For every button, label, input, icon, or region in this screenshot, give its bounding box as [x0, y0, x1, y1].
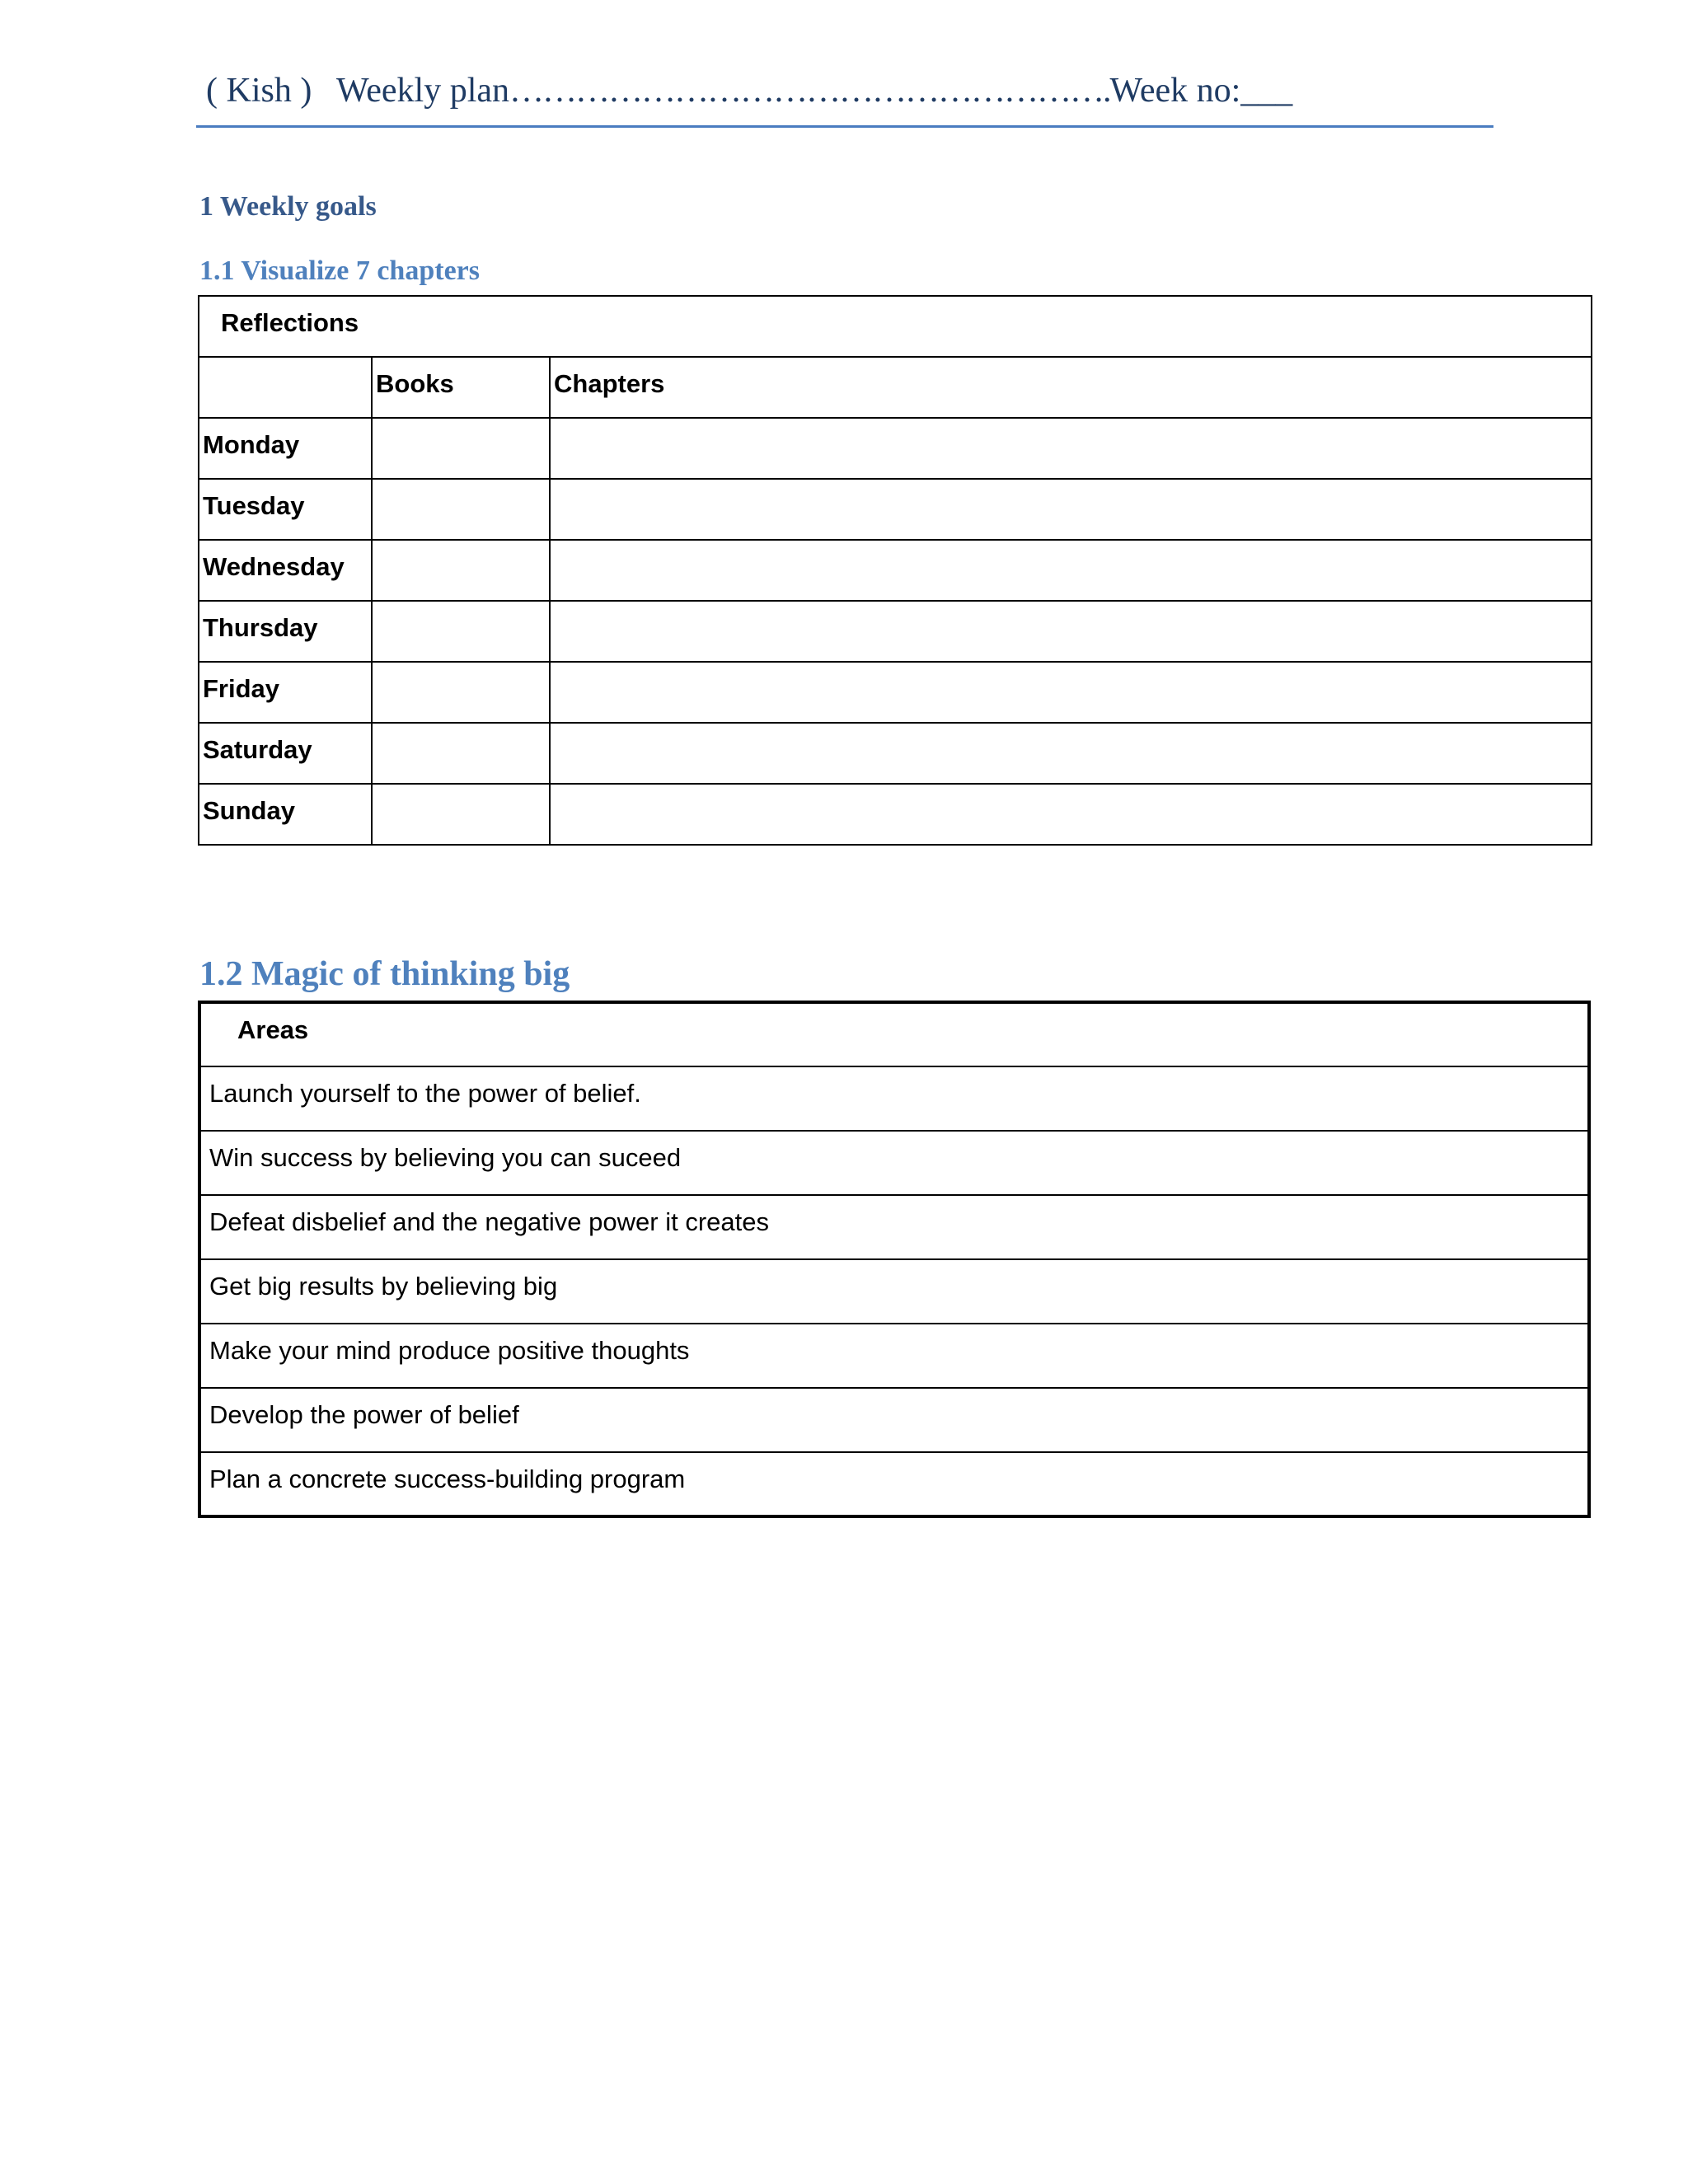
day-label: Monday [199, 418, 372, 479]
table-row [199, 723, 1592, 784]
table-row [199, 1195, 1589, 1259]
chapters-cell[interactable] [550, 662, 1592, 723]
section-heading-visualize-chapters: 1.1 Visualize 7 chapters [199, 255, 480, 286]
table-row [199, 784, 1592, 845]
books-cell[interactable] [372, 601, 550, 662]
area-item: Win success by believing you can suceed [199, 1131, 1589, 1195]
column-header-chapters: Chapters [550, 357, 1592, 418]
books-cell[interactable] [372, 479, 550, 540]
column-header-blank [199, 357, 372, 418]
area-item: Get big results by believing big [199, 1259, 1589, 1324]
column-header-books: Books [372, 357, 550, 418]
day-label: Saturday [199, 723, 372, 784]
day-label: Friday [199, 662, 372, 723]
table-row [199, 540, 1592, 601]
chapters-cell[interactable] [550, 723, 1592, 784]
table-title: Areas [199, 1002, 1589, 1066]
chapters-cell[interactable] [550, 784, 1592, 845]
section-heading-weekly-goals: 1 Weekly goals [199, 191, 377, 222]
day-label: Tuesday [199, 479, 372, 540]
table-row [199, 601, 1592, 662]
header-dots: ………………………………………………. [509, 72, 1110, 110]
chapters-cell[interactable] [550, 601, 1592, 662]
chapters-cell[interactable] [550, 540, 1592, 601]
area-item: Make your mind produce positive thoughts [199, 1324, 1589, 1388]
chapters-cell[interactable] [550, 479, 1592, 540]
area-item: Plan a concrete success-building program [199, 1452, 1589, 1516]
table-row [199, 1324, 1589, 1388]
page-header [196, 71, 1493, 128]
day-label: Wednesday [199, 540, 372, 601]
header-week-label: Week no:___ [1109, 72, 1293, 110]
table-row [199, 1452, 1589, 1516]
day-label: Sunday [199, 784, 372, 845]
table-title-row [199, 1002, 1589, 1066]
header-title-line [336, 71, 1292, 110]
table-row [199, 418, 1592, 479]
books-cell[interactable] [372, 418, 550, 479]
reflections-table [198, 295, 1592, 846]
table-row [199, 1131, 1589, 1195]
books-cell[interactable] [372, 723, 550, 784]
header-name: ( Kish ) [206, 72, 312, 110]
area-item: Defeat disbelief and the negative power it creates [199, 1195, 1589, 1259]
table-row [199, 479, 1592, 540]
table-row [199, 662, 1592, 723]
books-cell[interactable] [372, 540, 550, 601]
table-row [199, 1066, 1589, 1131]
table-title-row [199, 296, 1592, 357]
day-label: Thursday [199, 601, 372, 662]
table-header-row [199, 357, 1592, 418]
table-row [199, 1259, 1589, 1324]
section-heading-magic-of-thinking-big: 1.2 Magic of thinking big [199, 955, 570, 993]
area-item: Develop the power of belief [199, 1388, 1589, 1452]
areas-table [198, 1001, 1591, 1518]
header-title: Weekly plan [336, 72, 510, 110]
table-row [199, 1388, 1589, 1452]
books-cell[interactable] [372, 784, 550, 845]
books-cell[interactable] [372, 662, 550, 723]
table-title: Reflections [199, 296, 1592, 357]
chapters-cell[interactable] [550, 418, 1592, 479]
area-item: Launch yourself to the power of belief. [199, 1066, 1589, 1131]
